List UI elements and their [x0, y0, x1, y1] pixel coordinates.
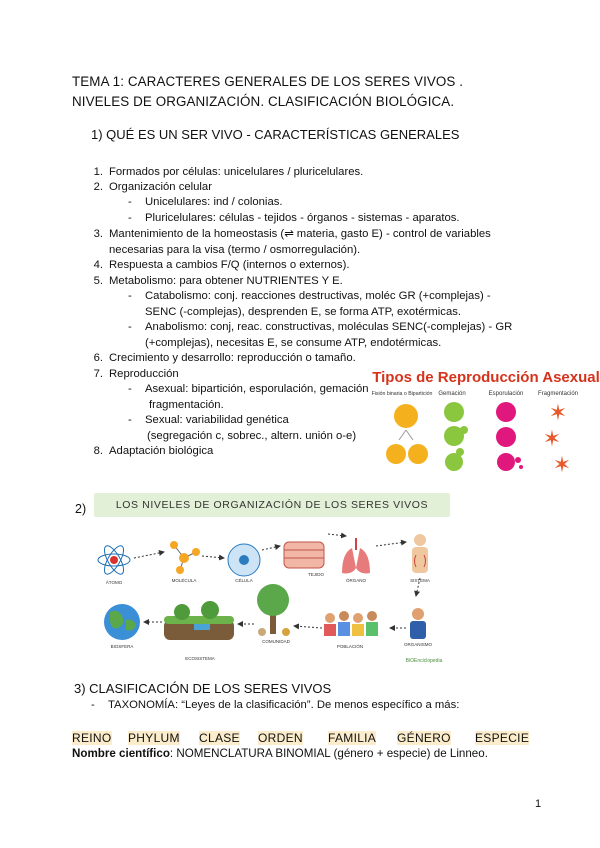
level-label: ECOSISTEMA: [185, 656, 215, 661]
level-label: SISTEMA: [410, 578, 430, 583]
list-subitem: - Anabolismo: conj, reac. constructivas, moléculas SENC(-complejas) - GR (+complejas), necesitas E, se consume ATP, endotérmicas.: [128, 321, 513, 349]
doc-title-line2: NIVELES DE ORGANIZACIÓN. CLASIFICACIÓN BIOLÓGICA.: [72, 94, 455, 109]
repro-label-esporulacion: Esporulación: [488, 391, 524, 397]
list-item: 8. Adaptación biológica: [93, 445, 214, 457]
lungs-icon: [342, 538, 370, 573]
cell-icon: [228, 544, 260, 576]
cell-icon: [444, 402, 464, 422]
starfish-icon: ✶: [552, 452, 572, 477]
level-label: POBLACIÓN: [336, 644, 364, 649]
level-label: ÓRGANO: [345, 578, 367, 583]
list-item: 7. Reproducción: [93, 367, 179, 380]
repro-label-fragmentacion: Fragmentación: [537, 391, 579, 397]
list-item: 1. Formados por células: unicelulares / pluricelulares.: [93, 166, 364, 178]
level-label: ÁTOMO: [105, 580, 123, 585]
cell-icon: [386, 444, 406, 464]
starfish-icon: ✶: [542, 426, 562, 451]
rank-familia: FAMILIA: [328, 731, 377, 745]
ecosystem-icon: [164, 601, 234, 640]
level-label: COMUNIDAD: [262, 639, 290, 644]
rank-reino: REINO: [72, 731, 112, 745]
level-label: TEJIDO: [307, 572, 325, 577]
list-subitem: - Sexual: variabilidad genética (segregación c, sobrec., altern. unión o-e): [128, 414, 357, 442]
list-subitem: - Unicelulares: ind / colonias.: [128, 196, 283, 208]
rank-orden: ORDEN: [258, 731, 303, 745]
respiratory-system-icon: [412, 534, 428, 573]
cell-icon: [496, 402, 516, 422]
taxonomic-ranks: [0, 731, 600, 747]
list-item: 2. Organización celular: [93, 181, 212, 193]
cell-icon: [497, 453, 515, 471]
level-label: BIOSFERA: [110, 644, 134, 649]
asexual-reproduction-image: [371, 364, 600, 480]
rank-genero: GÉNERO: [397, 731, 451, 745]
repro-label-binaria: Fisión binaria o Bipartición: [371, 391, 433, 397]
levels-diagram: [94, 520, 450, 670]
rank-especie: ESPECIE: [475, 731, 530, 745]
page-number: 1: [535, 798, 542, 810]
tissue-icon: [284, 542, 324, 568]
list-subitem: - Pluricelulares: células - tejidos - órganos - sistemas - aparatos.: [128, 211, 460, 224]
repro-label-gemacion: Gemación: [438, 391, 466, 397]
population-icon: [324, 611, 378, 636]
list-item: 4. Respuesta a cambios F/Q (internos o externos).: [93, 259, 350, 271]
rank-phylum: PHYLUM: [128, 731, 180, 745]
list-item: 3. Mantenimiento de la homeostasis (⇌ materia, gasto E) - control de variables necesarias para la visa (termo / osmorregulación).: [93, 228, 491, 256]
section2-number: 2): [75, 502, 87, 516]
atom-icon: [98, 543, 130, 577]
list-subitem: - Catabolismo: conj. reacciones destructivas, moléc GR (+complejas) - SENC (-complejas), desprenden E, se forma ATP, exotérmicas.: [128, 290, 491, 318]
levels-banner: LOS NIVELES DE ORGANIZACIÓN DE LOS SERES VIVOS: [94, 493, 450, 517]
level-label: CÉLULA: [235, 578, 253, 583]
repro-title: Tipos de Reproducción Asexual: [372, 369, 600, 386]
section1-heading: 1) QUÉ ES UN SER VIVO - CARACTERÍSTICAS GENERALES: [91, 127, 460, 142]
level-label: MOLÉCULA: [171, 578, 197, 583]
rank-clase: CLASE: [199, 731, 240, 745]
organism-icon: [410, 608, 426, 639]
credit-logo: BiOEnciclopedia: [405, 658, 443, 664]
list-item: 5. Metabolismo: para obtener NUTRIENTES Y E.: [93, 274, 343, 287]
list-item: 6. Crecimiento y desarrollo: reproducción o tamaño.: [93, 352, 356, 364]
cell-icon: [394, 404, 418, 428]
starfish-icon: ✶: [548, 400, 568, 425]
scientific-name-line: Nombre científico: NOMENCLATURA BINOMIAL (género + especie) de Linneo.: [72, 747, 488, 760]
level-label: ORGANISMO: [403, 642, 433, 647]
section3-heading: 3) CLASIFICACIÓN DE LOS SERES VIVOS: [74, 681, 332, 696]
community-icon: [257, 584, 290, 636]
cell-icon: [408, 444, 428, 464]
earth-icon: [104, 604, 140, 640]
doc-title-line1: TEMA 1: CARACTERES GENERALES DE LOS SERES VIVOS .: [72, 74, 464, 89]
cell-icon: [496, 427, 516, 447]
molecule-icon: [170, 541, 200, 574]
list-subitem: - Asexual: bipartición, esporulación, gemación fragmentación.: [128, 383, 369, 411]
